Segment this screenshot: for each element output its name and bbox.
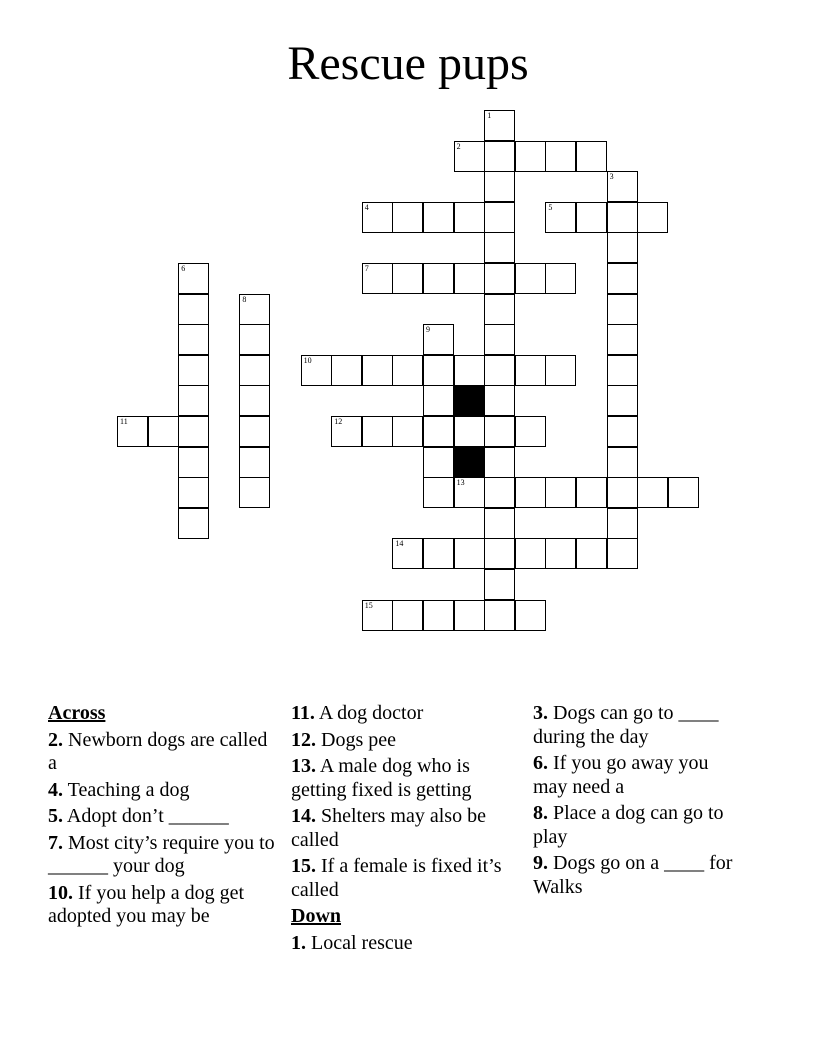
grid-cell[interactable] (607, 477, 638, 508)
clue-number: 6 (181, 264, 186, 273)
grid-cell[interactable] (545, 355, 576, 386)
grid-cell[interactable] (484, 569, 515, 600)
clue-number: 9 (426, 325, 430, 335)
grid-cell[interactable] (607, 416, 638, 447)
clue-number: 7 (364, 264, 369, 273)
grid-cell[interactable] (423, 600, 454, 631)
grid-cell[interactable] (239, 385, 270, 416)
grid-cell[interactable] (607, 294, 638, 325)
black-square (454, 385, 485, 416)
grid-cell[interactable] (454, 202, 485, 233)
down-clue-3: 3. Dogs can go to ____ during the day (533, 702, 719, 748)
grid-cell[interactable] (607, 355, 638, 386)
puzzle-title: Rescue pups (287, 37, 529, 90)
clue-number: 11 (120, 417, 128, 426)
across-clue-7: 7. Most city’s require you to ______ your dog (48, 831, 275, 877)
grid-cell[interactable] (637, 477, 668, 508)
grid-cell[interactable] (454, 416, 485, 447)
clue-number: 12 (334, 417, 343, 426)
grid-cell[interactable] (239, 477, 270, 508)
grid-cell[interactable] (239, 324, 270, 355)
grid-cell[interactable] (362, 416, 393, 447)
grid-cell[interactable] (423, 324, 454, 355)
grid-cell[interactable] (423, 477, 454, 508)
grid-cell[interactable] (515, 416, 546, 447)
clue-number: 14 (395, 539, 404, 549)
grid-cell[interactable] (484, 416, 515, 447)
grid-cell[interactable] (545, 538, 576, 569)
grid-cell[interactable] (545, 141, 576, 172)
grid-cell[interactable] (454, 141, 485, 172)
grid-cell[interactable] (423, 538, 454, 569)
grid-cell[interactable] (545, 477, 576, 508)
grid-cell[interactable] (668, 477, 699, 508)
down-heading: Down (291, 905, 342, 927)
grid-cell[interactable] (178, 294, 209, 325)
grid-cell[interactable] (607, 202, 638, 233)
grid-cell[interactable] (607, 171, 638, 202)
grid-cell[interactable] (423, 263, 454, 294)
black-square (454, 447, 485, 478)
grid-cell[interactable] (454, 477, 485, 508)
across-clue-2: 2. Newborn dogs are called a (48, 728, 268, 774)
grid-cell[interactable] (392, 355, 423, 386)
across-clue-13: 13. A male dog who is getting fixed is getting (291, 755, 472, 801)
grid-cell[interactable] (576, 202, 607, 233)
grid-cell[interactable] (362, 600, 393, 631)
grid-cell[interactable] (515, 538, 546, 569)
grid-cell[interactable] (362, 202, 393, 233)
clue-number: 3 (609, 172, 614, 182)
grid-cell[interactable] (515, 141, 546, 172)
grid-cell[interactable] (484, 202, 515, 233)
grid-cell[interactable] (392, 600, 423, 631)
grid-cell[interactable] (515, 355, 546, 386)
grid-cell[interactable] (392, 538, 423, 569)
grid-cell[interactable] (423, 202, 454, 233)
grid-cell[interactable] (423, 416, 454, 447)
grid-cell[interactable] (515, 477, 546, 508)
across-clue-10: 10. If you help a dog get adopted you may be (48, 881, 245, 927)
clue-number: 15 (364, 600, 373, 610)
grid-cell[interactable] (423, 447, 454, 478)
grid-cell[interactable] (484, 538, 515, 569)
grid-cell[interactable] (239, 294, 270, 325)
grid-cell[interactable] (178, 416, 209, 447)
down-clue-1: 1. Local rescue (291, 931, 413, 954)
grid-cell[interactable] (484, 141, 515, 172)
grid-cell[interactable] (515, 600, 546, 631)
clue-number: 4 (364, 202, 369, 212)
grid-cell[interactable] (392, 416, 423, 447)
across-clue-4: 4. Teaching a dog (48, 778, 190, 801)
grid-cell[interactable] (607, 324, 638, 355)
grid-cell[interactable] (576, 141, 607, 172)
grid-cell[interactable] (607, 263, 638, 294)
grid-cell[interactable] (239, 447, 270, 478)
grid-cell[interactable] (178, 385, 209, 416)
grid-cell[interactable] (484, 477, 515, 508)
clue-number: 2 (456, 141, 461, 151)
clue-number: 13 (456, 478, 465, 488)
across-clue-14: 14. Shelters may also be called (291, 805, 486, 851)
grid-cell[interactable] (576, 477, 607, 508)
grid-cell[interactable] (362, 355, 393, 386)
clue-number: 10 (303, 355, 312, 365)
grid-cell[interactable] (484, 324, 515, 355)
grid-cell[interactable] (576, 538, 607, 569)
grid-cell[interactable] (484, 263, 515, 294)
grid-cell[interactable] (362, 263, 393, 294)
clue-number: 8 (242, 294, 247, 304)
grid-cell[interactable] (607, 232, 638, 263)
grid-cell[interactable] (239, 416, 270, 447)
clue-number: 1 (487, 111, 492, 120)
grid-cell[interactable] (484, 171, 515, 202)
clue-column-2 (291, 702, 511, 958)
grid-cell[interactable] (484, 110, 515, 141)
down-clue-8: 8. Place a dog can go to play (533, 802, 724, 848)
grid-cell[interactable] (423, 355, 454, 386)
grid-cell[interactable] (331, 355, 362, 386)
grid-cell[interactable] (484, 447, 515, 478)
grid-cell[interactable] (301, 355, 332, 386)
grid-cell[interactable] (178, 447, 209, 478)
across-clue-12: 12. Dogs pee (291, 728, 396, 751)
grid-cell[interactable] (178, 324, 209, 355)
grid-cell[interactable] (637, 202, 668, 233)
grid-cell[interactable] (454, 538, 485, 569)
across-clue-5: 5. Adopt don’t ______ (48, 805, 229, 827)
grid-cell[interactable] (239, 355, 270, 386)
clue-column-1 (48, 702, 280, 932)
down-clue-9: 9. Dogs go on a ____ for Walks (533, 852, 733, 898)
grid-cell[interactable] (607, 385, 638, 416)
grid-cell[interactable] (484, 508, 515, 539)
grid-cell[interactable] (178, 508, 209, 539)
grid-cell[interactable] (607, 508, 638, 539)
grid-cell[interactable] (545, 202, 576, 233)
across-heading: Across (48, 702, 106, 724)
across-clue-15: 15. If a female is fixed it’s called (291, 855, 502, 901)
grid-cell[interactable] (178, 477, 209, 508)
grid-cell[interactable] (392, 263, 423, 294)
grid-cell[interactable] (515, 263, 546, 294)
grid-cell[interactable] (423, 385, 454, 416)
down-clue-6: 6. If you go away you may need a (533, 752, 709, 798)
grid-cell[interactable] (484, 355, 515, 386)
grid-cell[interactable] (454, 263, 485, 294)
grid-cell[interactable] (148, 416, 179, 447)
grid-cell[interactable] (392, 202, 423, 233)
across-clue-11: 11. A dog doctor (291, 702, 424, 724)
grid-cell[interactable] (178, 355, 209, 386)
grid-cell[interactable] (607, 538, 638, 569)
grid-cell[interactable] (484, 232, 515, 263)
grid-cell[interactable] (484, 385, 515, 416)
clue-number: 5 (548, 202, 553, 212)
grid-cell[interactable] (117, 416, 148, 447)
clue-column-3 (533, 702, 743, 902)
grid-cell[interactable] (607, 447, 638, 478)
grid-cell[interactable] (454, 600, 485, 631)
grid-cell[interactable] (484, 600, 515, 631)
grid-cell[interactable] (178, 263, 209, 294)
grid-cell[interactable] (545, 263, 576, 294)
grid-cell[interactable] (331, 416, 362, 447)
grid-cell[interactable] (454, 355, 485, 386)
grid-cell[interactable] (484, 294, 515, 325)
